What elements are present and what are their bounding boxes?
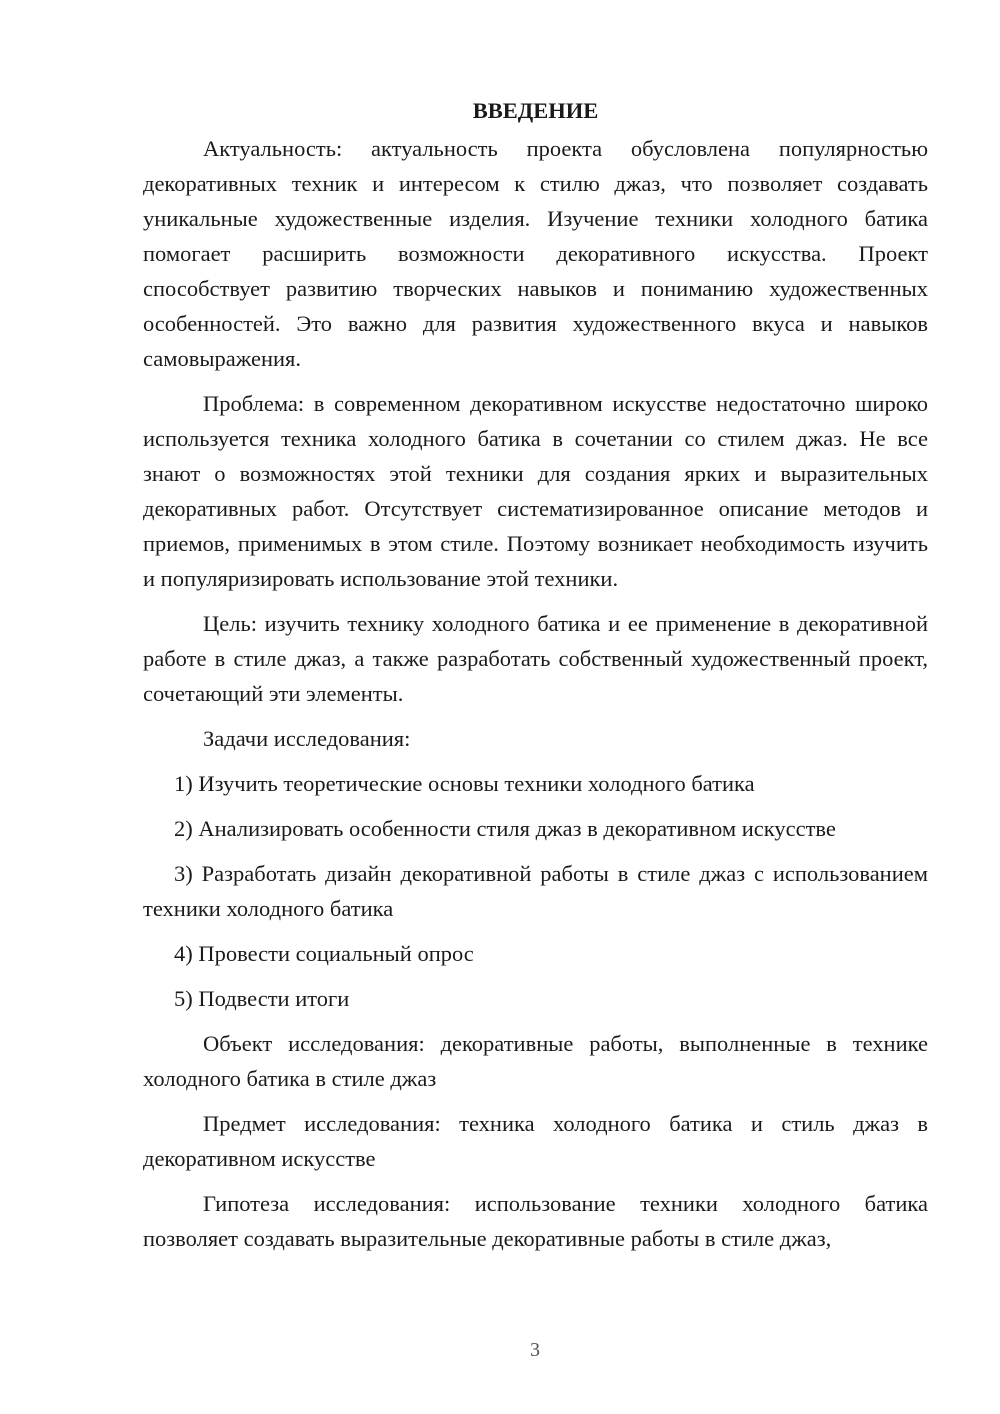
- paragraph-hypothesis: Гипотеза исследования: использование техники холодного батика позволяет создавать выразительные декоративные работы в стиле джаз,: [143, 1191, 928, 1251]
- task-item-2: 2) Анализировать особенности стиля джаз в декоративном искусстве: [174, 816, 836, 841]
- task-item-3: 3) Разработать дизайн декоративной работы в стиле джаз с использованием техники холодного батика: [143, 861, 928, 921]
- paragraph-object: Объект исследования: декоративные работы, выполненные в технике холодного батика в стиле джаз: [143, 1031, 928, 1091]
- page-content: [143, 93, 928, 1266]
- paragraph-subject: Предмет исследования: техника холодного батика и стиль джаз в декоративном искусстве: [143, 1111, 928, 1171]
- task-item-5: 5) Подвести итоги: [174, 986, 350, 1011]
- paragraph-relevance: Актуальность: актуальность проекта обусловлена популярностью декоративных техник и интересом к стилю джаз, что позволяет создавать уникальные художественные изделия. Изучение техники холодного батика помогает расширить возможности декоративного искусства. Проект способствует развитию творческих навыков и пониманию художественных особенностей. Это важно для развития художественного вкуса и навыков самовыражения.: [143, 136, 928, 371]
- task-item-4: 4) Провести социальный опрос: [174, 941, 474, 966]
- paragraph-goal: Цель: изучить технику холодного батика и ее применение в декоративной работе в стиле джаз, а также разработать собственный художественный проект, сочетающий эти элементы.: [143, 611, 928, 706]
- page-number: 3: [530, 1339, 540, 1361]
- task-item-1: 1) Изучить теоретические основы техники холодного батика: [174, 771, 755, 796]
- section-title: ВВЕДЕНИЕ: [472, 98, 599, 123]
- tasks-heading: Задачи исследования:: [203, 726, 411, 751]
- paragraph-problem: Проблема: в современном декоративном искусстве недостаточно широко используется техника холодного батика в сочетании со стилем джаз. Не все знают о возможностях этой техники для создания ярких и выразительных декоративных работ. Отсутствует систематизированное описание методов и приемов, применимых в этом стиле. Поэтому возникает необходимость изучить и популяризировать использование этой техники.: [143, 391, 928, 591]
